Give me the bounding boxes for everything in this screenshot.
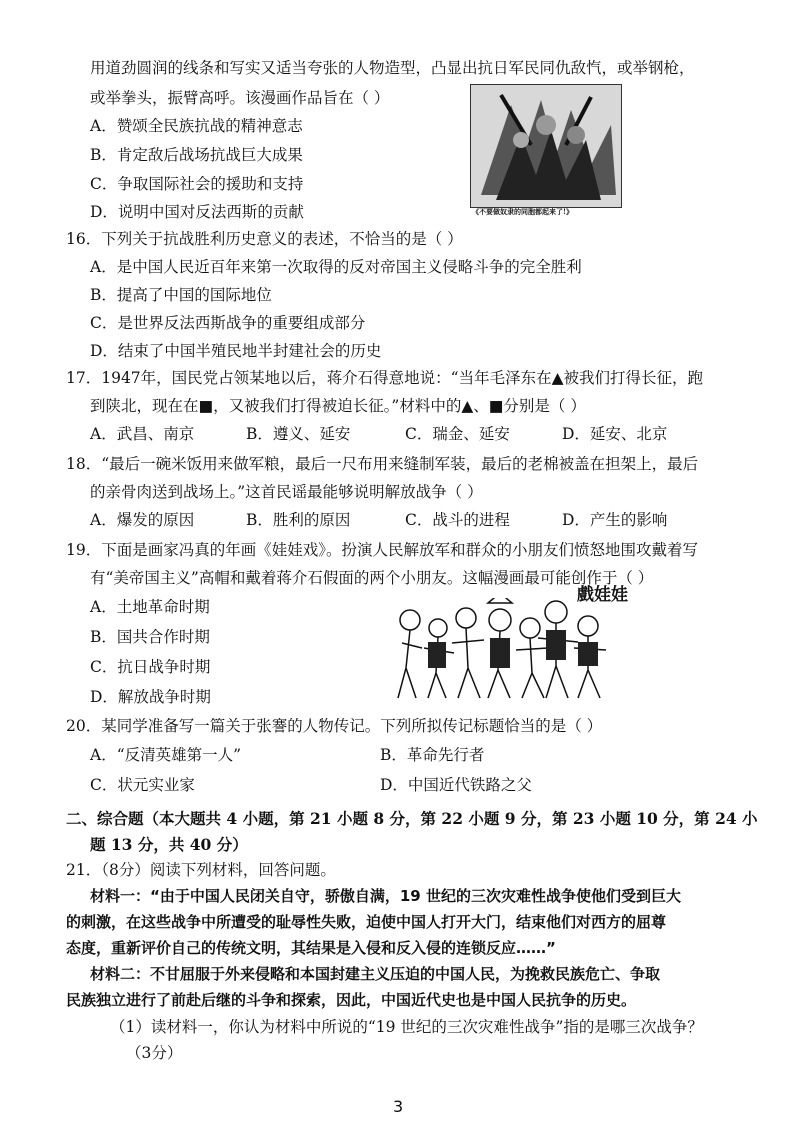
q15-option-b: B．肯定敌后战场抗战巨大成果 bbox=[90, 146, 303, 164]
q21-stem: 21．（8分）阅读下列材料，回答问题。 bbox=[66, 861, 336, 879]
q18-stem-line1: 18．“最后一碗米饭用来做军粮，最后一尺布用来缝制军装，最后的老棉被盖在担架上，最后 bbox=[66, 455, 699, 473]
q16-stem: 16．下列关于抗战胜利历史意义的表述，不恰当的是（ ） bbox=[66, 230, 463, 248]
q21-material1-line1: 材料一：“由于中国人民闭关自守，骄傲自满，19 世纪的三次灾难性战争使他们受到巨大 bbox=[90, 887, 681, 905]
q19-stem-line2: 有“美帝国主义”高帽和戴着蒋介石假面的两个小朋友。这幅漫画最可能创作于（ ） bbox=[90, 569, 654, 587]
q20-option-d: D．中国近代铁路之父 bbox=[380, 776, 532, 794]
q18-option-a: A．爆发的原因 bbox=[90, 511, 195, 529]
q15-option-c: C．争取国际社会的援助和支持 bbox=[90, 175, 304, 193]
q20-option-a: A．“反清英雄第一人” bbox=[90, 746, 242, 764]
q17-stem-line2: 到陕北，现在在■，又被我们打得被迫长征。”材料中的▲、■分别是（ ） bbox=[90, 397, 586, 415]
q17-stem-line1: 17．1947年，国民党占领某地以后，蒋介石得意地说：“当年毛泽东在▲被我们打得长征，跑 bbox=[66, 369, 704, 387]
q21-material1-line2: 的刺激，在这些战争中所遭受的耻辱性失败，迫使中国人打开大门，结束他们对西方的屈尊 bbox=[66, 913, 667, 931]
q15-stem-line1: 用道劲圆润的线条和写实又适当夸张的人物造型，凸显出抗日军民同仇敌忾，或举钢枪， bbox=[90, 59, 695, 77]
q16-option-d: D．结束了中国半殖民地半封建社会的历史 bbox=[90, 342, 382, 360]
q21-subq1-line2: （3分） bbox=[126, 1044, 183, 1062]
q20-option-b: B．革命先行者 bbox=[380, 746, 485, 764]
q15-cartoon-image bbox=[470, 84, 622, 208]
q19-cartoon-title: 戲娃娃 bbox=[577, 585, 628, 605]
q20-stem: 20．某同学准备写一篇关于张謇的人物传记。下列所拟传记标题恰当的是（ ） bbox=[66, 717, 603, 735]
q15-image-caption: 《不要做奴隶的同胞都起来了!》 bbox=[472, 207, 574, 216]
q19-stem-line1: 19．下面是画家冯真的年画《娃娃戏》。扮演人民解放军和群众的小朋友们愤怒地围攻戴着写 bbox=[66, 541, 698, 559]
q16-option-b: B．提高了中国的国际地位 bbox=[90, 286, 272, 304]
q21-material1-line3: 态度，重新评价自己的传统文明，其结果是入侵和反入侵的连锁反应……” bbox=[66, 939, 556, 957]
q17-option-b: B．遵义、延安 bbox=[246, 425, 351, 443]
q19-option-b: B．国共合作时期 bbox=[90, 628, 210, 646]
q16-option-a: A．是中国人民近百年来第一次取得的反对帝国主义侵略斗争的完全胜利 bbox=[90, 258, 582, 276]
q17-option-a: A．武昌、南京 bbox=[90, 425, 195, 443]
q21-subq1-line1: （1）读材料一，你认为材料中所说的“19 世纪的三次灾难性战争”指的是哪三次战争？ bbox=[110, 1018, 703, 1036]
q19-option-d: D．解放战争时期 bbox=[90, 688, 211, 706]
q15-option-a: A．赞颂全民族抗战的精神意志 bbox=[90, 117, 303, 135]
q18-option-c: C．战斗的进程 bbox=[405, 511, 510, 529]
q21-material2-line1: 材料二：不甘屈服于外来侵略和本国封建主义压迫的中国人民，为挽救民族危亡、争取 bbox=[90, 965, 661, 983]
q19-cartoon-drawing bbox=[388, 598, 620, 708]
q21-material2-line2: 民族独立进行了前赴后继的斗争和探索，因此，中国近代史也是中国人民抗争的历史。 bbox=[66, 991, 637, 1009]
q19-option-c: C．抗日战争时期 bbox=[90, 658, 211, 676]
q15-option-d: D．说明中国对反法西斯的贡献 bbox=[90, 203, 304, 221]
section2-heading-line1: 二、综合题（本大题共 4 小题，第 21 小题 8 分，第 22 小题 9 分，第 23 小题 10 分，第 24 小 bbox=[66, 809, 758, 828]
q16-option-c: C．是世界反法西斯战争的重要组成部分 bbox=[90, 314, 366, 332]
q18-option-b: B．胜利的原因 bbox=[246, 511, 351, 529]
q15-stem-line2: 或举拳头，振臂高呼。该漫画作品旨在（ ） bbox=[90, 89, 390, 107]
q20-option-c: C．状元实业家 bbox=[90, 776, 195, 794]
section2-heading-line2: 题 13 分，共 40 分） bbox=[90, 835, 248, 854]
page-number: 3 bbox=[393, 1097, 404, 1116]
q15-cartoon-drawing bbox=[471, 85, 621, 207]
q18-stem-line2: 的亲骨肉送到战场上。”这首民谣最能够说明解放战争（ ） bbox=[90, 483, 483, 501]
q19-option-a: A．土地革命时期 bbox=[90, 598, 210, 616]
q17-option-c: C．瑞金、延安 bbox=[405, 425, 510, 443]
q19-cartoon-image bbox=[388, 598, 620, 708]
q18-option-d: D．产生的影响 bbox=[562, 511, 668, 529]
q17-option-d: D．延安、北京 bbox=[562, 425, 668, 443]
